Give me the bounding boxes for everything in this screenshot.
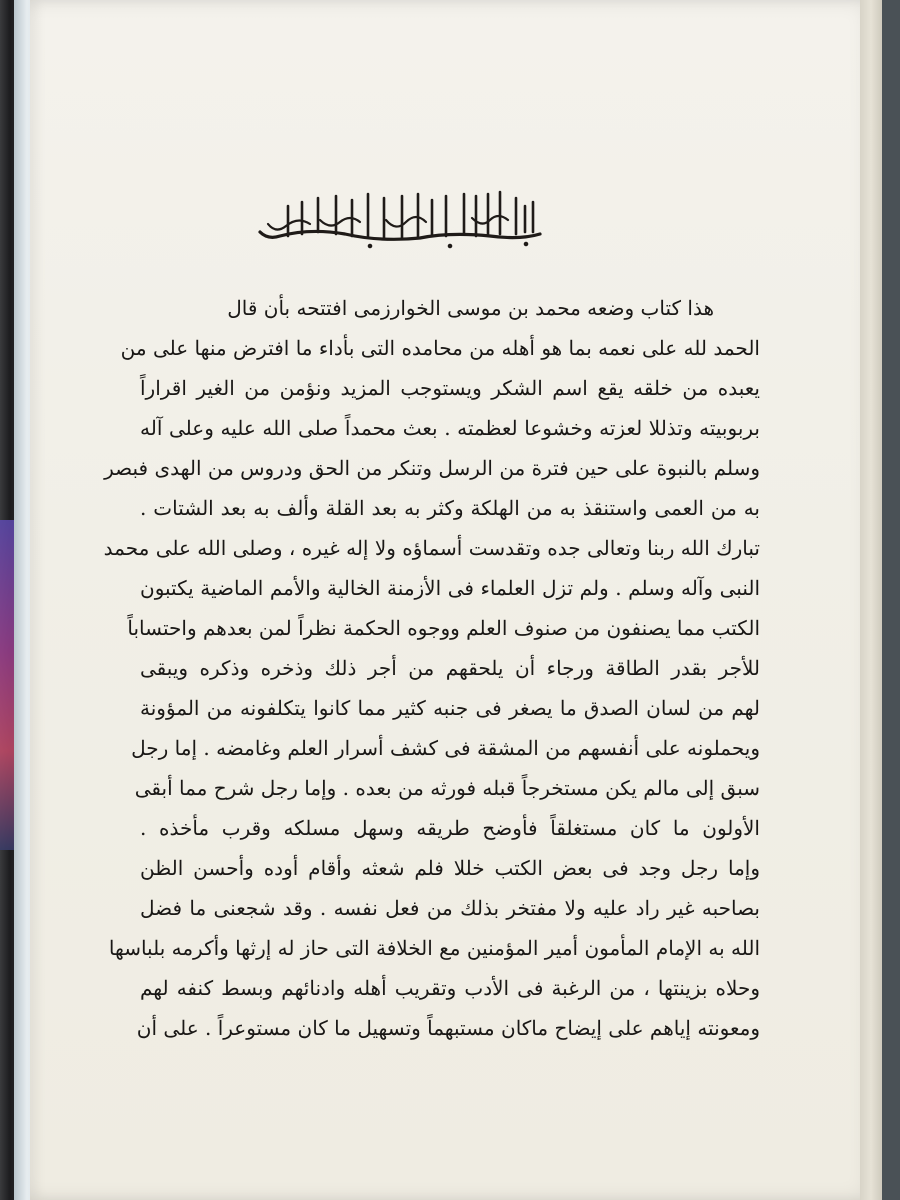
text-line: به من العمى واستنقذ به من الهلكة وكثر به بعد القلة وألف به بعد الشتات .	[140, 496, 760, 520]
basmala-calligraphy	[250, 182, 550, 252]
text-line: النبى وآله وسلم . ولم تزل العلماء فى الأزمنة الخالية والأمم الماضية يكتبون	[140, 576, 760, 600]
text-line: الله به الإمام المأمون أمير المؤمنين مع الخلافة التى حاز له إرثها وأكرمه بلباسها	[108, 936, 760, 960]
text-line: سبق إلى مالم يكن مستخرجاً قبله فورثه من بعده . وإما رجل شرح مما أبقى	[134, 776, 760, 800]
text-line: وحلاه بزينتها ، من الرغبة فى الأدب وتقريب أهله وادنائهم وبسط كنفه لهم	[140, 976, 760, 1000]
text-line: الحمد لله على نعمه بما هو أهله من محامده التى بأداء ما افترض منها على من	[120, 336, 760, 360]
text-line: الكتب مما يصنفون من صنوف العلم ووجوه الحكمة نظراً لمن بعدهم واحتساباً	[127, 616, 760, 640]
text-line: الأولون ما كان مستغلقاً فأوضح طريقه وسهل مسلكه وقرب مأخذه .	[140, 816, 760, 840]
text-line: يعبده من خلقه يقع اسم الشكر ويستوجب المزيد ونؤمن من الغير اقراراً	[140, 376, 760, 400]
page-edge-strip	[860, 0, 882, 1200]
text-line: وسلم بالنبوة على حين فترة من الرسل وتنكر من الحق ودروس من الهدى فبصر	[104, 456, 760, 480]
text-line: هذا كتاب وضعه محمد بن موسى الخوارزمى افتتحه بأن قال	[227, 296, 714, 320]
background-fabric	[0, 520, 14, 850]
text-line: بصاحبه غير راد عليه ولا مفتخر بذلك من فعل نفسه . وقد شجعنى ما فضل	[140, 896, 760, 920]
text-line: لهم من لسان الصدق ما يصغر فى جنبه كثير مما كانوا يتكلفونه من المؤونة	[140, 696, 760, 720]
text-line: ويحملونه على أنفسهم من المشقة فى كشف أسرار العلم وغامضه . إما رجل	[131, 736, 760, 760]
text-line: بربوبيته وتذللا لعزته وخشوعا لعظمته . بعث محمداً صلى الله عليه وعلى آله	[140, 416, 760, 440]
text-line: ومعونته إياهم على إيضاح ماكان مستبهماً وتسهيل ما كان مستوعراً . على أن	[136, 1016, 760, 1040]
text-line: تبارك الله ربنا وتعالى جده وتقدست أسماؤه ولا إله غيره ، وصلى الله على محمد	[103, 536, 760, 560]
text-line: للأجر بقدر الطاقة ورجاء أن يلحقهم من أجر ذلك وذخره وذكره ويبقى	[140, 656, 760, 680]
page-text	[103, 288, 760, 1048]
text-line: وإما رجل وجد فى بعض الكتب خللا فلم شعثه وأقام أوده وأحسن الظن	[140, 856, 760, 880]
